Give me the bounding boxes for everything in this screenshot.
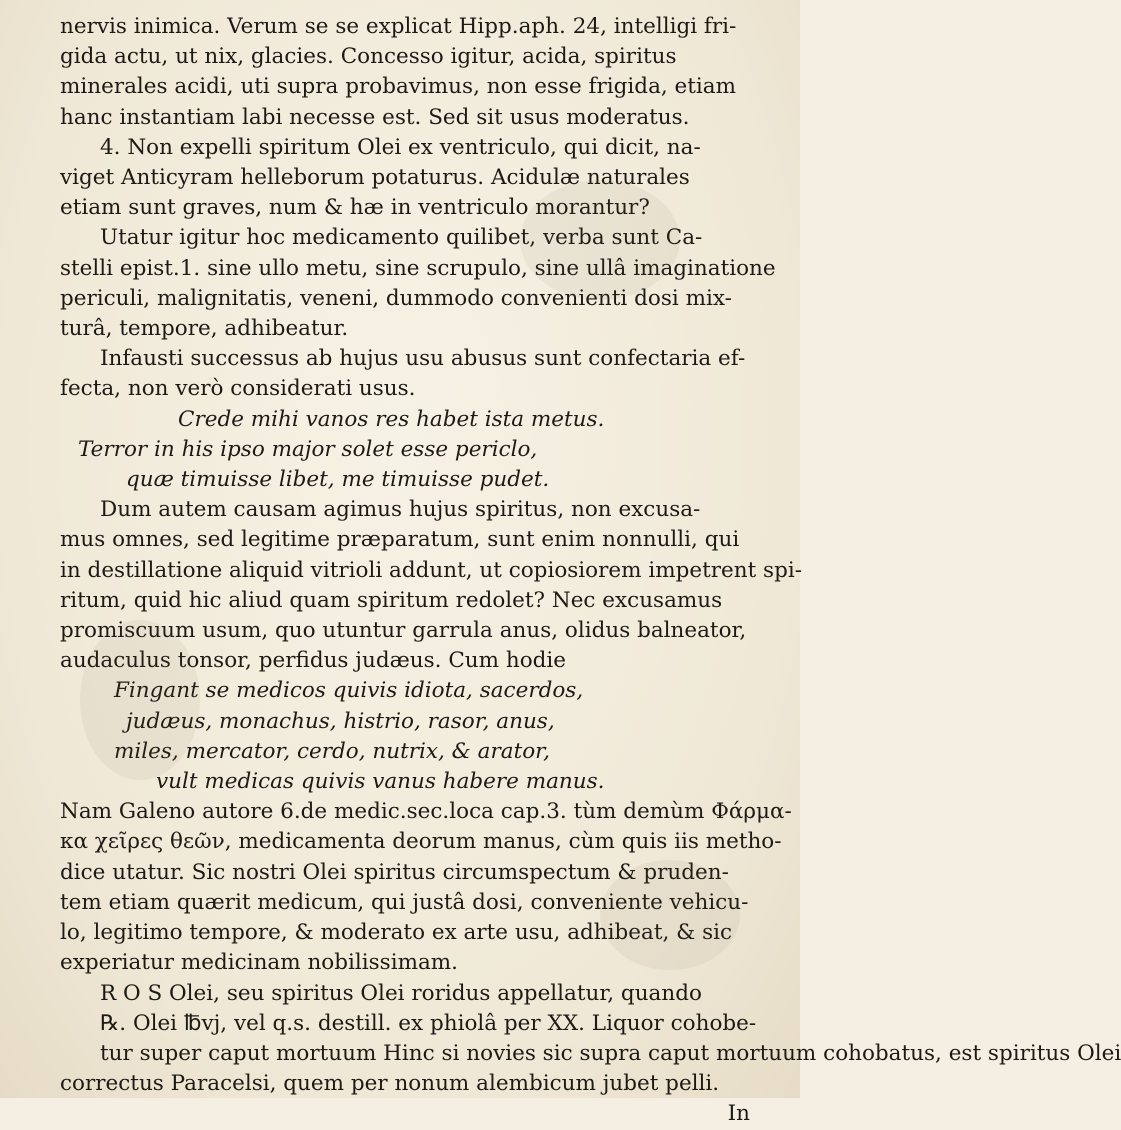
text-line: fecta, non verò considerati usus. xyxy=(60,376,416,402)
text-line: Utatur igitur hoc medicamento quilibet, verba sunt Ca- xyxy=(100,225,703,251)
text-line: Nam Galeno autore 6.de medic.sec.loca cap.3. tùm demùm Φάρμα- xyxy=(60,799,792,825)
text-line: Fingant se medicos quivis idiota, sacerdos, xyxy=(114,678,584,704)
text-line: Terror in his ipso major solet esse periclo, xyxy=(78,436,538,462)
text-line: in destillatione aliquid vitrioli addunt, ut copiosiorem impetrent spi- xyxy=(60,557,802,583)
text-line: gida actu, ut nix, glacies. Concesso igitur, acida, spiritus xyxy=(60,44,677,70)
text-line: quæ timuisse libet, me timuisse pudet. xyxy=(126,467,550,493)
text-line: etiam sunt graves, num & hæ in ventriculo morantur? xyxy=(60,195,650,221)
text-line: ritum, quid hic aliud quam spiritum redolet? Nec excusamus xyxy=(60,587,723,613)
text-line: promiscuum usum, quo utuntur garrula anus, olidus balneator, xyxy=(60,618,747,644)
text-line: minerales acidi, uti supra probavimus, non esse frigida, etiam xyxy=(60,74,737,100)
text-line: stelli epist.1. sine ullo metu, sine scrupulo, sine ullâ imaginatione xyxy=(60,255,776,281)
text-line: tur super caput mortuum Hinc si novies sic supra caput mortuum cohobatus, est spiritus Olei xyxy=(100,1040,1121,1066)
text-line: hanc instantiam labi necesse est. Sed sit usus moderatus. xyxy=(60,104,690,130)
text-line: Crede mihi vanos res habet ista metus. xyxy=(178,406,605,432)
text-line: viget Anticyram helleborum potaturus. Acidulæ naturales xyxy=(60,165,690,191)
text-line: audaculus tonsor, perfidus judæus. Cum hodie xyxy=(60,648,567,674)
text-line: vult medicas quivis vanus habere manus. xyxy=(156,769,605,795)
text-line: tem etiam quærit medicum, qui justâ dosi, conveniente vehicu- xyxy=(60,889,749,915)
text-line: ℞. Olei ℔vj, vel q.s. destill. ex phiolâ per XX. Liquor cohobe- xyxy=(100,1010,757,1036)
text-line: experiatur medicinam nobilissimam. xyxy=(60,950,459,976)
text-line: turâ, tempore, adhibeatur. xyxy=(60,316,349,342)
text-line: κα χεῖρες θεῶν, medicamenta deorum manus, cùm quis iis metho- xyxy=(60,829,782,855)
text-line: 4. Non expelli spiritum Olei ex ventriculo, qui dicit, na- xyxy=(100,134,701,160)
text-line: periculi, malignitatis, veneni, dummodo convenienti dosi mix- xyxy=(60,285,732,311)
text-line: miles, mercator, cerdo, nutrix, & arator, xyxy=(114,738,550,764)
text-line: In xyxy=(727,1101,750,1127)
text-line: lo, legitimo tempore, & moderato ex arte usu, adhibeat, & sic xyxy=(60,920,733,946)
text-line: judæus, monachus, histrio, rasor, anus, xyxy=(126,708,555,734)
text-line: Dum autem causam agimus hujus spiritus, non excusa- xyxy=(100,497,701,523)
text-line: dice utatur. Sic nostri Olei spiritus circumspectum & pruden- xyxy=(60,859,729,885)
text-line: nervis inimica. Verum se se explicat Hipp.aph. 24, intelligi fri- xyxy=(60,14,737,39)
text-line: mus omnes, sed legitime præparatum, sunt enim nonnulli, qui xyxy=(60,527,740,553)
text-line: R O S Olei, seu spiritus Olei roridus appellatur, quando xyxy=(100,980,702,1006)
text-line: Infausti successus ab hujus usu abusus sunt confectaria ef- xyxy=(100,346,746,372)
text-line: correctus Paracelsi, quem per nonum alembicum jubet pelli. xyxy=(60,1071,720,1097)
